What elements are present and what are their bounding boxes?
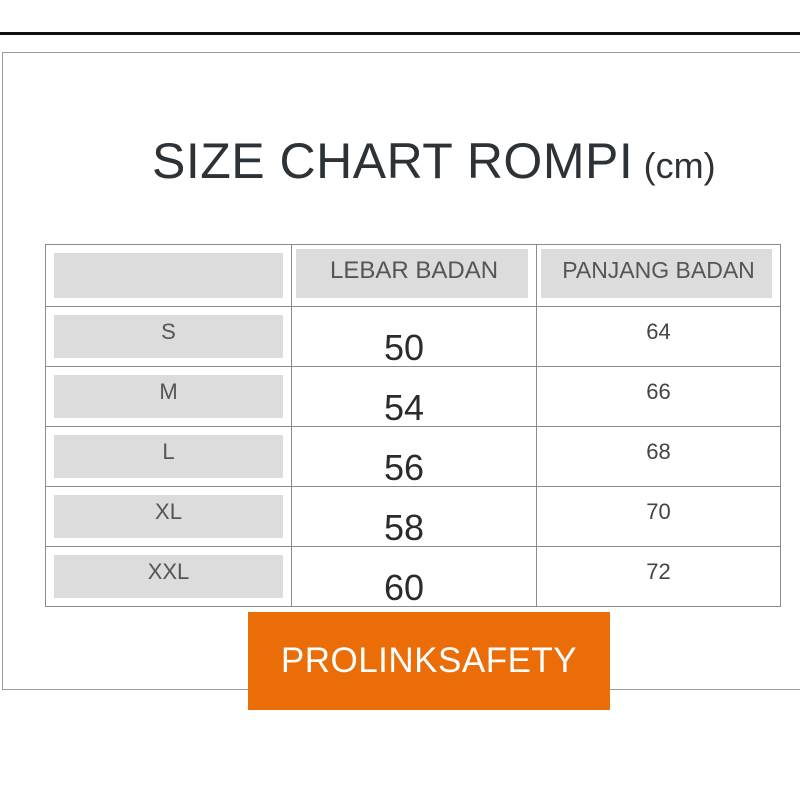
header-panjang-cell	[537, 245, 781, 307]
lebar-cell	[292, 367, 537, 427]
panjang-value: 72	[646, 559, 671, 584]
table-row	[46, 427, 781, 487]
title-text: SIZE CHART ROMPI	[152, 133, 634, 189]
size-cell	[46, 307, 292, 367]
panjang-cell	[537, 307, 781, 367]
lebar-cell	[292, 547, 537, 607]
table-row	[46, 547, 781, 607]
panjang-value: 66	[646, 379, 671, 404]
table-row	[46, 367, 781, 427]
brand-banner: PROLINKSAFETY	[248, 612, 610, 710]
lebar-value: 60	[384, 567, 425, 608]
header-lebar-cell	[292, 245, 537, 307]
table-row	[46, 487, 781, 547]
size-label: S	[161, 319, 176, 344]
size-label: XXL	[147, 559, 190, 584]
size-table	[45, 244, 781, 607]
size-label: L	[162, 439, 175, 464]
panjang-cell	[537, 427, 781, 487]
size-cell	[46, 487, 292, 547]
size-label: M	[159, 379, 178, 404]
table-row	[46, 307, 781, 367]
lebar-value: 58	[384, 507, 425, 548]
title-unit: (cm)	[643, 145, 716, 186]
header-lebar-label: LEBAR BADAN	[329, 257, 499, 284]
lebar-value: 54	[384, 387, 425, 428]
lebar-cell	[292, 307, 537, 367]
table-header-row	[46, 245, 781, 307]
panjang-value: 70	[646, 499, 671, 524]
top-divider	[0, 32, 800, 35]
size-cell	[46, 367, 292, 427]
size-label: XL	[155, 499, 182, 524]
panjang-value: 68	[646, 439, 671, 464]
panjang-cell	[537, 367, 781, 427]
panjang-cell	[537, 487, 781, 547]
header-panjang-label: PANJANG BADAN	[562, 257, 755, 283]
size-cell	[46, 547, 292, 607]
header-size-cell	[46, 245, 292, 307]
panjang-value: 64	[646, 319, 671, 344]
lebar-cell	[292, 427, 537, 487]
lebar-value: 50	[384, 327, 425, 368]
lebar-value: 56	[384, 447, 425, 488]
lebar-cell	[292, 487, 537, 547]
size-cell	[46, 427, 292, 487]
page-title	[152, 132, 716, 190]
panjang-cell	[537, 547, 781, 607]
